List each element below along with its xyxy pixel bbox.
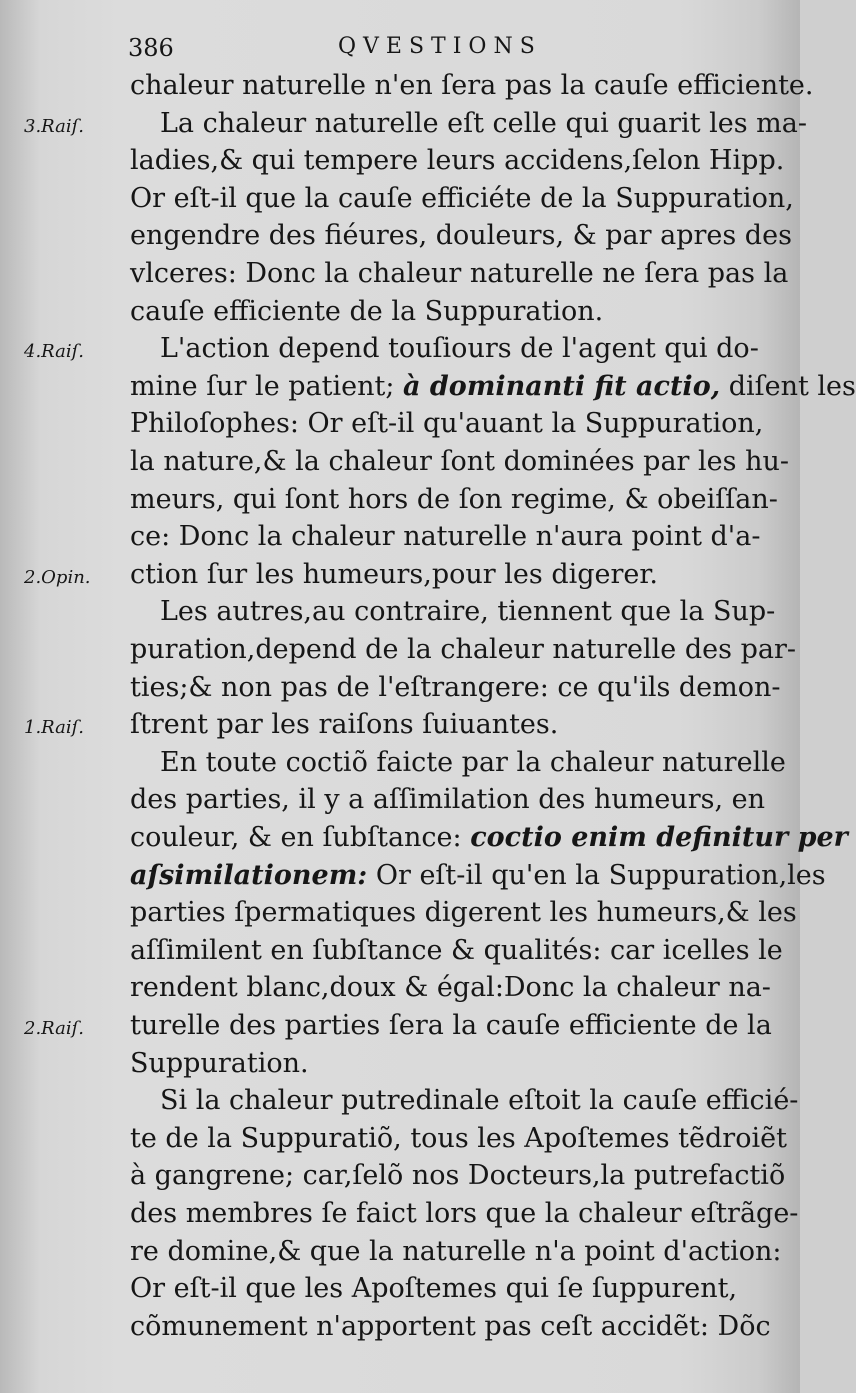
text-line xyxy=(130,820,848,856)
text-line xyxy=(130,1309,770,1345)
line-text: turelle des parties ſera la cauſe efficiente de la xyxy=(130,1010,772,1041)
text-line xyxy=(130,406,770,442)
line-text: Si la chaleur putredinale eſtoit la cauſe efficié- xyxy=(160,1085,799,1117)
line-text: rendent blanc,doux & égal:Donc la chaleur na- xyxy=(130,972,771,1004)
line-text: Philoſophes: Or eſt-il qu'auant la Suppuration, xyxy=(130,408,764,440)
margin-note: 2.Opin. xyxy=(24,566,91,588)
text-line xyxy=(130,557,770,593)
line-text: cõmunement n'apportent pas ceſt accidẽt: Dõc xyxy=(130,1310,771,1342)
line-text: parties ſpermatiques digerent les humeurs,& les xyxy=(130,897,797,929)
line-text: la nature,& la chaleur ſont dominées par les hu- xyxy=(130,446,789,477)
text-line xyxy=(130,933,783,969)
line-text: Les autres,au contraire, tiennent que la Sup- xyxy=(160,596,776,628)
text-line xyxy=(130,143,785,179)
line-text: ladies,& qui tempere leurs accidens,ſelon Hipp. xyxy=(130,145,785,177)
text-line xyxy=(130,294,770,330)
text-line xyxy=(160,594,776,630)
latin-phrase: aſsimilationem: xyxy=(130,859,368,891)
text-line xyxy=(130,256,789,292)
text-line xyxy=(130,782,770,818)
text-line xyxy=(130,970,770,1006)
latin-phrase: coctio enim definitur per xyxy=(470,822,848,853)
text-line xyxy=(130,482,778,518)
page-header xyxy=(128,30,768,70)
line-text: meurs, qui ſont hors de ſon regime, & obeiſſan- xyxy=(130,483,778,515)
margin-note: 1.Raiſ. xyxy=(24,717,85,739)
line-text: aſſimilent en ſubſtance & qualités: car icelles le xyxy=(130,934,783,966)
text-line xyxy=(130,895,797,931)
text-line xyxy=(130,444,789,480)
page-number: 386 xyxy=(128,34,174,62)
text-line xyxy=(130,1271,770,1307)
text-line xyxy=(130,1196,799,1232)
text-line xyxy=(130,1158,786,1194)
text-line xyxy=(130,1121,787,1157)
line-text: mine ſur le patient; xyxy=(130,370,404,402)
line-text: ction ſur les humeurs,pour les digerer. xyxy=(130,558,658,590)
line-text: re domine,& que la naturelle n'a point d'action: xyxy=(130,1235,782,1267)
text-line xyxy=(130,369,856,405)
line-text: Suppuration. xyxy=(130,1047,309,1079)
line-text: L'action depend touſiours de l'agent qui do- xyxy=(160,333,759,365)
line-text: à gangrene; car,ſelõ nos Docteurs,la putrefactiõ xyxy=(130,1160,786,1192)
line-text: Or eſt-il que la cauſe efficiéte de la Suppuration, xyxy=(130,182,794,214)
running-title: QVESTIONS xyxy=(338,34,542,59)
line-text: puration,depend de la chaleur naturelle des par- xyxy=(130,634,796,665)
text-line xyxy=(130,1008,770,1044)
line-text: cauſe efficiente de la Suppuration. xyxy=(130,295,604,327)
line-text: ſtrent par les raiſons ſuiuantes. xyxy=(130,709,559,741)
text-line xyxy=(160,106,807,142)
text-line xyxy=(130,181,794,217)
margin-note: 4.Raiſ. xyxy=(24,341,85,363)
text-line xyxy=(160,331,770,367)
text-line xyxy=(130,670,781,706)
line-text-rest: diſent les xyxy=(720,370,856,402)
latin-phrase: à dominanti fit actio, xyxy=(403,370,721,402)
line-text: Or eſt-il que les Apoſtemes qui ſe ſuppurent, xyxy=(130,1273,738,1305)
text-line xyxy=(130,519,770,555)
line-text: couleur, & en ſubſtance: xyxy=(130,822,471,853)
line-text: chaleur naturelle n'en ſera pas la cauſe efficiente. xyxy=(130,70,814,101)
line-text: ce: Donc la chaleur naturelle n'aura point d'a- xyxy=(130,521,761,553)
text-line xyxy=(130,1046,770,1082)
line-text: vlceres: Donc la chaleur naturelle ne ſera pas la xyxy=(130,258,789,289)
line-text: des membres ſe faict lors que la chaleur eſtrãge- xyxy=(130,1198,799,1229)
text-line xyxy=(130,218,792,254)
line-text: des parties, il y a aſſimilation des humeurs, en xyxy=(130,784,765,816)
margin-note: 2.Raiſ. xyxy=(24,1018,85,1039)
text-line xyxy=(130,1234,782,1270)
text-line xyxy=(160,745,786,781)
line-text: engendre des fiéures, douleurs, & par apres des xyxy=(130,220,792,252)
text-line xyxy=(130,632,796,668)
line-text: te de la Suppuratiõ, tous les Apoſtemes tẽdroiẽt xyxy=(130,1122,787,1154)
line-text: ties;& non pas de l'eſtrangere: ce qu'ils demon- xyxy=(130,671,781,703)
line-text: En toute coctiõ faicte par la chaleur naturelle xyxy=(160,746,786,778)
text-line xyxy=(160,1083,799,1119)
text-line xyxy=(130,858,826,894)
text-line xyxy=(130,68,814,104)
line-text: La chaleur naturelle eſt celle qui guarit les ma- xyxy=(160,107,807,139)
line-text-rest: Or eſt-il qu'en la Suppuration,les xyxy=(367,859,826,891)
text-line xyxy=(130,707,770,743)
margin-note: 3.Raiſ. xyxy=(24,115,85,137)
